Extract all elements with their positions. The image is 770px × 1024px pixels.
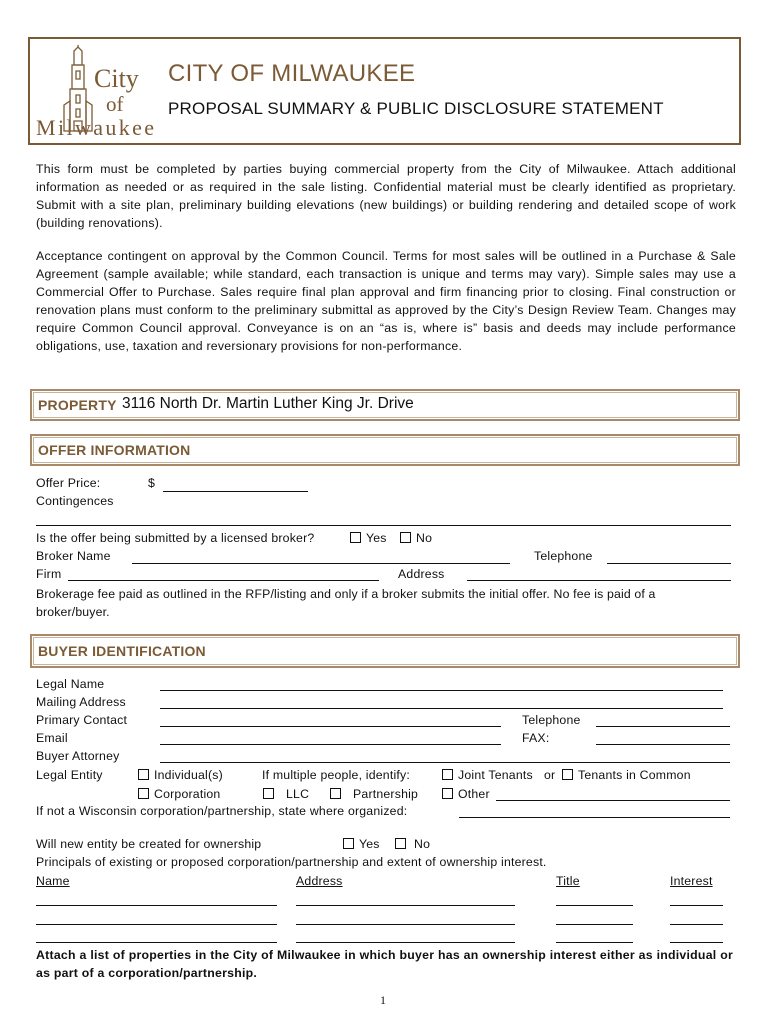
principal-address-input[interactable] <box>296 905 515 906</box>
intro-paragraph-2: Acceptance contingent on approval by the Common Council. Terms for most sales will be outlined in a Purchase & Sale Agreement (sample available; while standard, each transaction is unique and terms may vary). Simple sales may use a Commercial Offer to Purchase. Sales require final plan approval and firm financing prior to closing. Final construction or renovation plans must conform to the preliminary submittal as approved by the City’s Design Review Team. Changes may require Common Council approval. Conveyance is on an “as is, where is” basis and deeds may include performance obligations, use, taxation and reversionary provisions for non-performance. <box>36 249 736 353</box>
joint-tenants-label: Joint Tenants <box>458 768 533 782</box>
principal-name-input[interactable] <box>36 942 277 943</box>
individuals-option[interactable] <box>138 768 223 782</box>
email-input[interactable] <box>160 744 501 745</box>
contingencies-label: Contingences <box>36 494 114 508</box>
primary-contact-input[interactable] <box>160 726 501 727</box>
property-address-field[interactable]: 3116 North Dr. Martin Luther King Jr. Drive <box>122 395 414 412</box>
col-title-header: Title <box>556 874 580 888</box>
offer-section-header <box>30 434 740 466</box>
state-organized-input[interactable] <box>459 817 730 818</box>
new-entity-yes-label: Yes <box>359 837 380 851</box>
broker-telephone-label: Telephone <box>534 549 593 563</box>
email-label: Email <box>36 731 68 745</box>
offer-section-title: OFFER INFORMATION <box>38 442 191 458</box>
corporation-option[interactable] <box>138 787 220 801</box>
buyer-section-title: BUYER IDENTIFICATION <box>38 643 206 659</box>
offer-price-input[interactable] <box>163 491 308 492</box>
broker-yes-label: Yes <box>366 531 387 545</box>
fax-label: FAX: <box>522 731 550 745</box>
checkbox-icon[interactable] <box>400 532 411 543</box>
offer-price-label: Offer Price: <box>36 476 101 490</box>
checkbox-icon[interactable] <box>442 769 453 780</box>
checkbox-icon[interactable] <box>442 788 453 799</box>
broker-no-option[interactable] <box>400 531 432 545</box>
checkbox-icon[interactable] <box>562 769 573 780</box>
checkbox-icon[interactable] <box>343 838 354 849</box>
fax-input[interactable] <box>596 744 730 745</box>
currency-symbol: $ <box>148 476 156 490</box>
corporation-label: Corporation <box>154 787 221 801</box>
col-interest-header: Interest <box>670 874 713 888</box>
city-hall-icon <box>34 45 156 141</box>
new-entity-no-label: No <box>414 837 431 851</box>
buyer-telephone-label: Telephone <box>522 713 581 727</box>
joint-tenants-option[interactable] <box>442 768 533 782</box>
legal-name-label: Legal Name <box>36 677 105 691</box>
logo-text-of: of <box>106 92 124 116</box>
new-entity-label: Will new entity be created for ownership <box>36 837 262 851</box>
individuals-label: Individual(s) <box>154 768 223 782</box>
page-subtitle: PROPOSAL SUMMARY & PUBLIC DISCLOSURE STATEMENT <box>168 99 664 118</box>
intro-paragraph-1: This form must be completed by parties buying commercial property from the City of Milwaukee. Attach additional information as needed or as required in the sale listing. Confidential material must be clearly identified as proprietary. Submit with a site plan, preliminary building elevations (new buildings) or building rendering and detailed scope of work (building renovations). <box>36 162 736 230</box>
attach-properties-note: Attach a list of properties in the City of Milwaukee in which buyer has an ownership interest either as individual or as part of a corporation/partnership. <box>36 948 733 980</box>
other-label: Other <box>458 787 490 801</box>
contingencies-input[interactable] <box>36 525 731 526</box>
checkbox-icon[interactable] <box>138 788 149 799</box>
principal-interest-input[interactable] <box>670 905 723 906</box>
buyer-section-header <box>30 634 740 668</box>
new-entity-yes-option[interactable] <box>343 837 380 851</box>
property-label: PROPERTY <box>38 397 117 413</box>
city-logo <box>34 45 156 141</box>
broker-telephone-input[interactable] <box>607 563 731 564</box>
broker-address-input[interactable] <box>467 580 731 581</box>
legal-name-input[interactable] <box>160 690 723 691</box>
broker-yes-option[interactable] <box>350 531 387 545</box>
checkbox-icon[interactable] <box>395 838 406 849</box>
broker-question <box>36 531 314 545</box>
col-name-header: Name <box>36 874 70 888</box>
multiple-people-label: If multiple people, identify: <box>262 768 410 782</box>
tenants-in-common-label: Tenants in Common <box>578 768 691 782</box>
checkbox-icon[interactable] <box>350 532 361 543</box>
not-wi-corp-label: If not a Wisconsin corporation/partnership, state where organized: <box>36 804 408 818</box>
broker-no-label: No <box>416 531 433 545</box>
principal-title-input[interactable] <box>556 924 633 925</box>
buyer-attorney-label: Buyer Attorney <box>36 749 120 763</box>
firm-input[interactable] <box>68 580 379 581</box>
broker-address-label: Address <box>398 567 445 581</box>
tenants-in-common-option[interactable] <box>562 768 691 782</box>
page-title: CITY OF MILWAUKEE <box>168 60 416 87</box>
checkbox-icon[interactable] <box>263 788 274 799</box>
principal-name-input[interactable] <box>36 924 277 925</box>
or-label: or <box>544 768 556 782</box>
mailing-address-input[interactable] <box>160 708 723 709</box>
principal-address-input[interactable] <box>296 924 515 925</box>
buyer-telephone-input[interactable] <box>596 726 730 727</box>
property-section <box>30 389 740 421</box>
firm-label: Firm <box>36 567 62 581</box>
buyer-attorney-input[interactable] <box>160 762 730 763</box>
principals-label: Principals of existing or proposed corporation/partnership and extent of ownership interest. <box>36 855 547 869</box>
broker-name-input[interactable] <box>132 563 510 564</box>
broker-name-label: Broker Name <box>36 549 111 563</box>
principal-interest-input[interactable] <box>670 942 723 943</box>
other-input[interactable] <box>496 800 730 801</box>
primary-contact-label: Primary Contact <box>36 713 128 727</box>
partnership-option[interactable] <box>330 787 418 801</box>
principal-address-input[interactable] <box>296 942 515 943</box>
page-number: 1 <box>380 993 386 1007</box>
checkbox-icon[interactable] <box>138 769 149 780</box>
llc-label: LLC <box>286 787 310 801</box>
legal-entity-label: Legal Entity <box>36 768 103 782</box>
new-entity-no-option[interactable] <box>395 837 430 851</box>
brokerage-fee-note: Brokerage fee paid as outlined in the RFP/listing and only if a broker submits the initial offer. No fee is paid of a broker/buyer. <box>36 587 656 619</box>
principal-title-input[interactable] <box>556 905 633 906</box>
mailing-address-label: Mailing Address <box>36 695 126 709</box>
llc-option[interactable] <box>263 787 309 801</box>
principal-interest-input[interactable] <box>670 924 723 925</box>
logo-text-milwaukee: Milwaukee <box>36 115 154 140</box>
other-option[interactable] <box>442 787 490 801</box>
principal-name-input[interactable] <box>36 905 277 906</box>
checkbox-icon[interactable] <box>330 788 341 799</box>
partnership-label: Partnership <box>353 787 419 801</box>
col-address-header: Address <box>296 874 343 888</box>
logo-text-city: City <box>94 64 139 93</box>
broker-question-text: Is the offer being submitted by a licensed broker? <box>36 531 315 545</box>
principal-title-input[interactable] <box>556 942 633 943</box>
